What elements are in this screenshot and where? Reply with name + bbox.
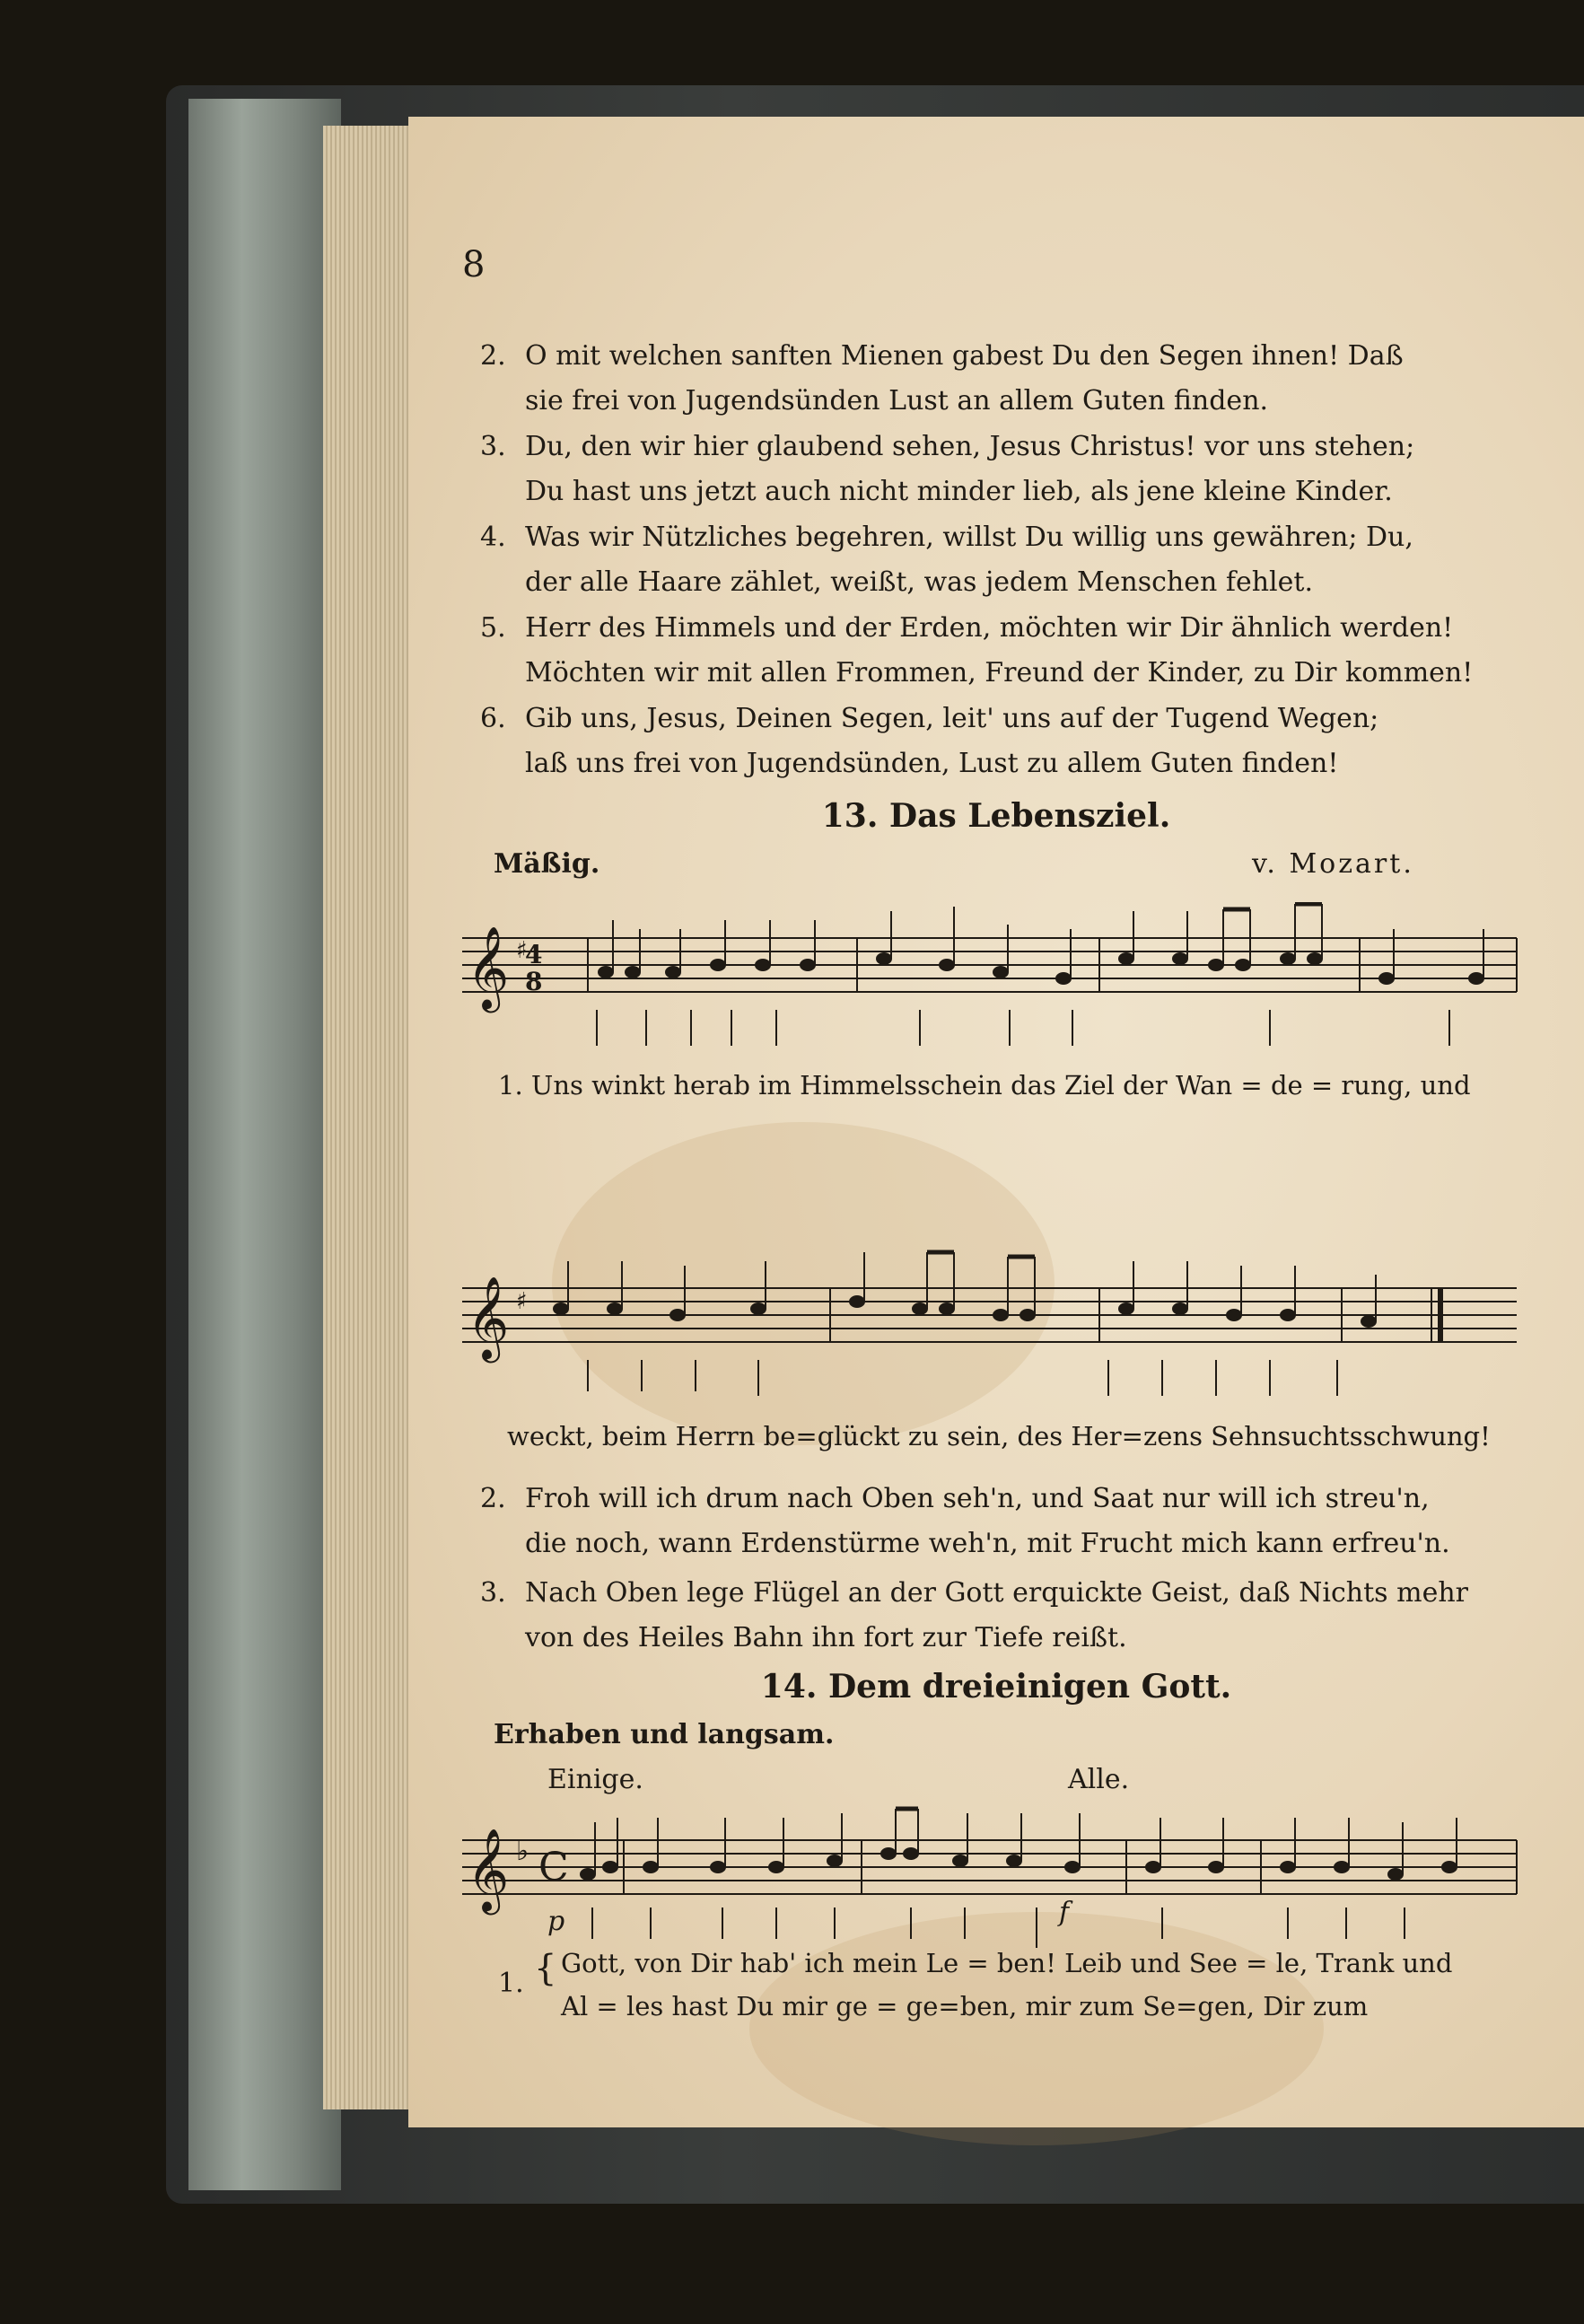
svg-text:4: 4 xyxy=(525,940,543,969)
verse-line: Froh will ich drum nach Oben seh'n, und Saat nur will ich streu'n, xyxy=(525,1483,1430,1514)
brace: { xyxy=(534,1948,557,1989)
svg-text:𝄞: 𝄞 xyxy=(467,925,510,1009)
dynamic-forte: f xyxy=(1059,1897,1070,1928)
lyric-line: 1. Uns winkt herab im Himmelsschein das Ziel der Wan = de = rung, und xyxy=(498,1070,1471,1101)
music-staff xyxy=(462,1804,1521,1966)
music-staff xyxy=(462,1248,1521,1409)
song-title: 14. Dem dreieinigen Gott. xyxy=(760,1668,1232,1706)
book-spine xyxy=(188,99,341,2190)
music-staff xyxy=(462,902,1521,1082)
verse-line: Was wir Nützliches begehren, willst Du willig uns gewähren; Du, xyxy=(525,522,1413,553)
verse-number: 4. xyxy=(480,522,506,553)
verse-line: Gib uns, Jesus, Deinen Segen, leit' uns auf der Tugend Wegen; xyxy=(525,703,1379,734)
song13-verse-2 xyxy=(480,1477,1503,1566)
svg-text:♯: ♯ xyxy=(516,1288,528,1315)
verse-line: von des Heiles Bahn ihn fort zur Tiefe reißt. xyxy=(525,1622,1127,1653)
svg-text:♭: ♭ xyxy=(516,1836,529,1867)
verse-line: laß uns frei von Jugendsünden, Lust zu allem Guten finden! xyxy=(525,748,1339,779)
dynamic-piano: p xyxy=(547,1906,565,1937)
verse-number: 3. xyxy=(480,1577,506,1609)
verse-number: 2. xyxy=(480,1483,506,1514)
verse-line: Möchten wir mit allen Frommen, Freund der Kinder, zu Dir kommen! xyxy=(525,657,1474,688)
verse-6 xyxy=(480,697,1503,786)
svg-text:𝄞: 𝄞 xyxy=(467,1828,510,1911)
verse-5 xyxy=(480,606,1503,696)
song13-verse-3 xyxy=(480,1571,1503,1661)
verse-number: 2. xyxy=(480,340,506,372)
verse-3 xyxy=(480,425,1503,514)
verse-number: 5. xyxy=(480,612,506,644)
verse-number: 1. xyxy=(498,1968,524,1999)
tempo-marking: Mäßig. xyxy=(494,848,600,880)
voice-label: Einige. xyxy=(547,1764,643,1795)
verse-line: der alle Haare zählet, weißt, was jedem Menschen fehlet. xyxy=(525,566,1313,598)
book-page xyxy=(408,117,1584,2127)
verse-line: Du, den wir hier glaubend sehen, Jesus Christus! vor uns stehen; xyxy=(525,431,1415,462)
song-title: 13. Das Lebensziel. xyxy=(821,797,1171,835)
svg-text:♯: ♯ xyxy=(516,937,528,964)
verse-line: Nach Oben lege Flügel an der Gott erquickte Geist, daß Nichts mehr xyxy=(525,1577,1468,1609)
lyric-line: Al = les hast Du mir ge = ge=ben, mir zum Se=gen, Dir zum xyxy=(561,1991,1369,2021)
verse-number: 3. xyxy=(480,431,506,462)
verse-line: sie frei von Jugendsünden Lust an allem Guten finden. xyxy=(525,385,1269,417)
verse-line: die noch, wann Erdenstürme weh'n, mit Frucht mich kann erfreu'n. xyxy=(525,1528,1450,1559)
svg-text:8: 8 xyxy=(525,967,543,996)
voice-label: Alle. xyxy=(1068,1764,1130,1795)
tempo-marking: Erhaben und langsam. xyxy=(494,1719,835,1750)
verse-4 xyxy=(480,515,1503,605)
lyric-line: weckt, beim Herrn be=glückt zu sein, des Her=zens Sehnsuchtsschwung! xyxy=(507,1421,1491,1451)
svg-text:𝄞: 𝄞 xyxy=(467,1276,510,1359)
verse-number: 6. xyxy=(480,703,506,734)
lyric-line: Gott, von Dir hab' ich mein Le = ben! Leib und See = le, Trank und xyxy=(561,1948,1453,1978)
verse-2 xyxy=(480,334,1503,424)
verse-line: Du hast uns jetzt auch nicht minder lieb, als jene kleine Kinder. xyxy=(525,476,1393,507)
verse-line: Herr des Himmels und der Erden, möchten wir Dir ähnlich werden! xyxy=(525,612,1454,644)
verse-line: O mit welchen sanften Mienen gabest Du den Segen ihnen! Daß xyxy=(525,340,1404,372)
composer: v. Mozart. xyxy=(1252,848,1414,880)
svg-text:C: C xyxy=(538,1845,569,1890)
page-number: 8 xyxy=(462,244,486,285)
